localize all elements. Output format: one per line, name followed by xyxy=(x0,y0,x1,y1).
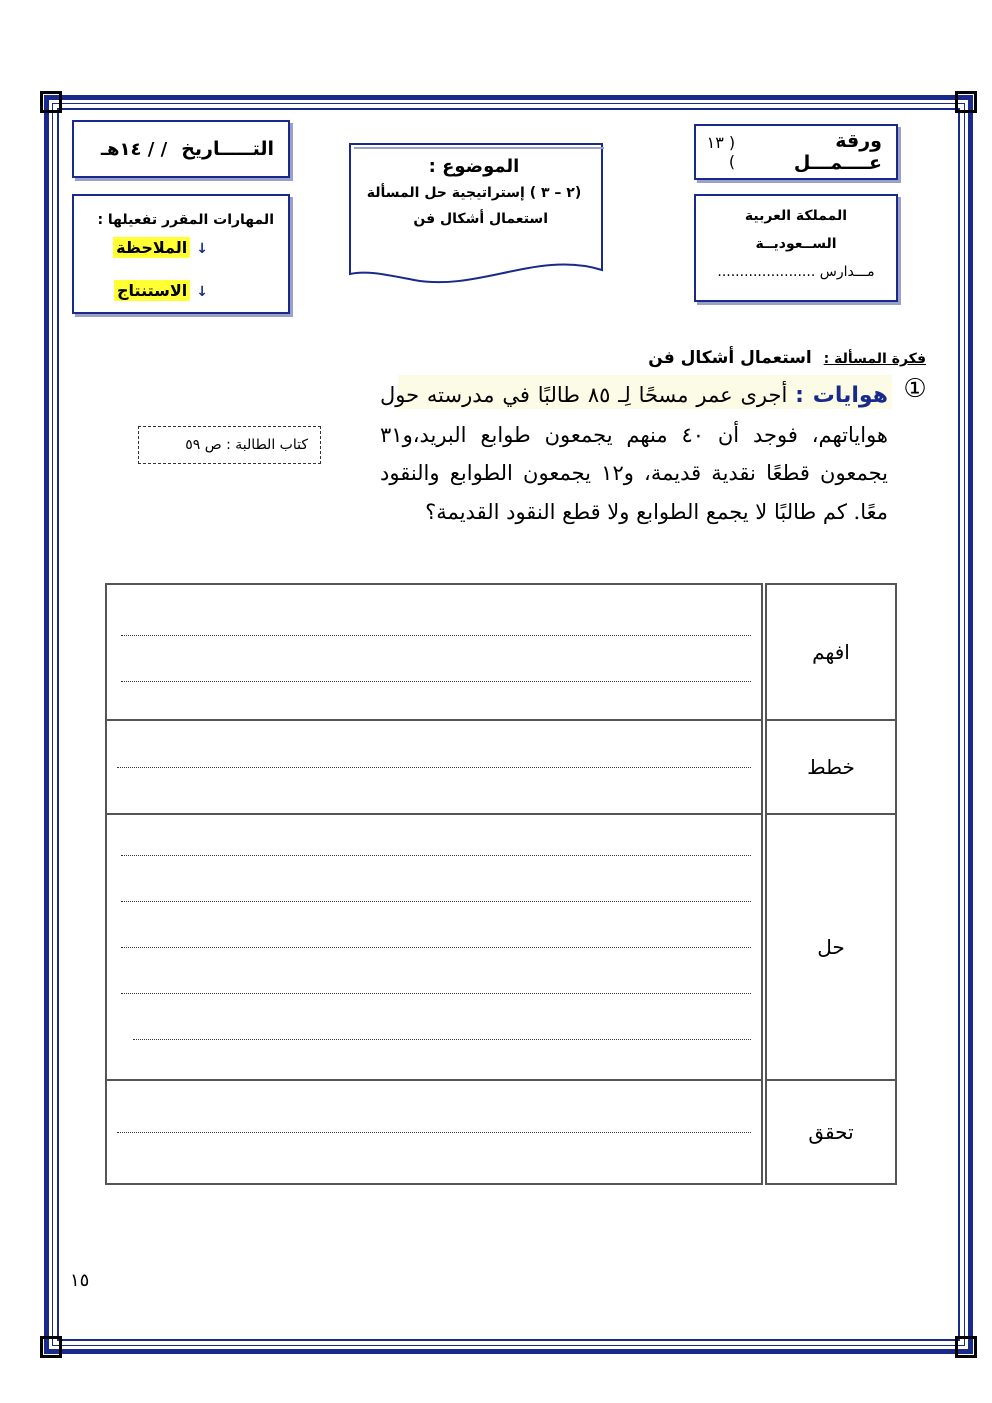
kingdom-line-2: الســعوديــة xyxy=(755,236,837,252)
skill-item-1 xyxy=(74,238,208,257)
skill-label: الاستنتاج xyxy=(114,280,190,301)
problem-text-block xyxy=(380,376,888,531)
kingdom-box xyxy=(694,194,898,302)
solution-steps-table xyxy=(105,583,897,1185)
schools-line: مـــدارس ...................... xyxy=(717,264,875,280)
step-label-understand: افهم xyxy=(764,584,896,720)
skills-title: المهارات المقرر تفعيلها : xyxy=(97,212,274,228)
page-number: ١٥ xyxy=(70,1270,90,1291)
topic-label: الموضوع : xyxy=(428,156,520,177)
frame-corner-bottom-left xyxy=(40,1336,62,1358)
answer-area-understand[interactable] xyxy=(106,584,764,720)
answer-line xyxy=(121,900,751,902)
arrow-down-icon: ↓ xyxy=(196,284,208,300)
answer-line xyxy=(117,766,751,768)
answer-area-plan[interactable] xyxy=(106,720,764,814)
table-row xyxy=(106,584,896,720)
date-box xyxy=(72,120,290,178)
problem-idea-line xyxy=(560,348,926,368)
problem-number: ① xyxy=(903,374,927,404)
answer-line xyxy=(133,1038,751,1040)
arrow-down-icon: ↓ xyxy=(196,241,208,257)
answer-line xyxy=(121,992,751,994)
worksheet-label: ورقة عــــمـــل xyxy=(793,130,882,174)
date-label: التـــــاريخ xyxy=(181,138,274,160)
answer-line xyxy=(121,946,751,948)
problem-idea-value: استعمال أشكال فن xyxy=(648,348,812,368)
step-label-plan: خطط xyxy=(764,720,896,814)
topic-line-1: (٢ – ٣ ) إستراتيجية حل المسألة xyxy=(366,185,582,201)
book-reference: كتاب الطالبة : ص ٥٩ xyxy=(185,437,308,453)
step-label-verify: تحقق xyxy=(764,1080,896,1184)
problem-title: هوايات : xyxy=(795,383,888,408)
problem-idea-label: فكرة المسألة : xyxy=(823,351,926,367)
frame-corner-top-left xyxy=(40,91,62,113)
answer-line xyxy=(117,1131,751,1133)
answer-area-verify[interactable] xyxy=(106,1080,764,1184)
topic-line-2: استعمال أشكال فن xyxy=(413,211,548,227)
answer-line xyxy=(121,854,751,856)
topic-box xyxy=(348,142,604,290)
skill-item-2 xyxy=(74,281,208,300)
skills-box xyxy=(72,194,290,314)
table-row xyxy=(106,1080,896,1184)
step-label-solve: حل xyxy=(764,814,896,1080)
frame-corner-bottom-right xyxy=(955,1336,977,1358)
kingdom-line-1: المملكة العربية xyxy=(744,208,848,224)
worksheet-number: ( ١٣ ) xyxy=(706,133,736,171)
table-row xyxy=(106,814,896,1080)
date-value: / / ١٤هـ xyxy=(100,138,168,160)
answer-line xyxy=(121,680,751,682)
frame-corner-top-right xyxy=(955,91,977,113)
problem-text: أجرى عمر مسحًا لِـ ٨٥ طالبًا في مدرسته حول هواياتهم، فوجد أن ٤٠ منهم يجمعون طوابع البريد،و٣١ يجمعون قطعًا نقدية قديمة، و١٢ يجمعون الطوابع والنقود معًا. كم طالبًا لا يجمع الطوابع ولا قطع النقود القديمة؟ xyxy=(380,383,889,524)
answer-area-solve[interactable] xyxy=(106,814,764,1080)
book-reference-box xyxy=(138,426,321,464)
answer-line xyxy=(121,634,751,636)
worksheet-title-box xyxy=(694,124,898,180)
skill-label: الملاحظة xyxy=(113,237,190,258)
table-row xyxy=(106,720,896,814)
